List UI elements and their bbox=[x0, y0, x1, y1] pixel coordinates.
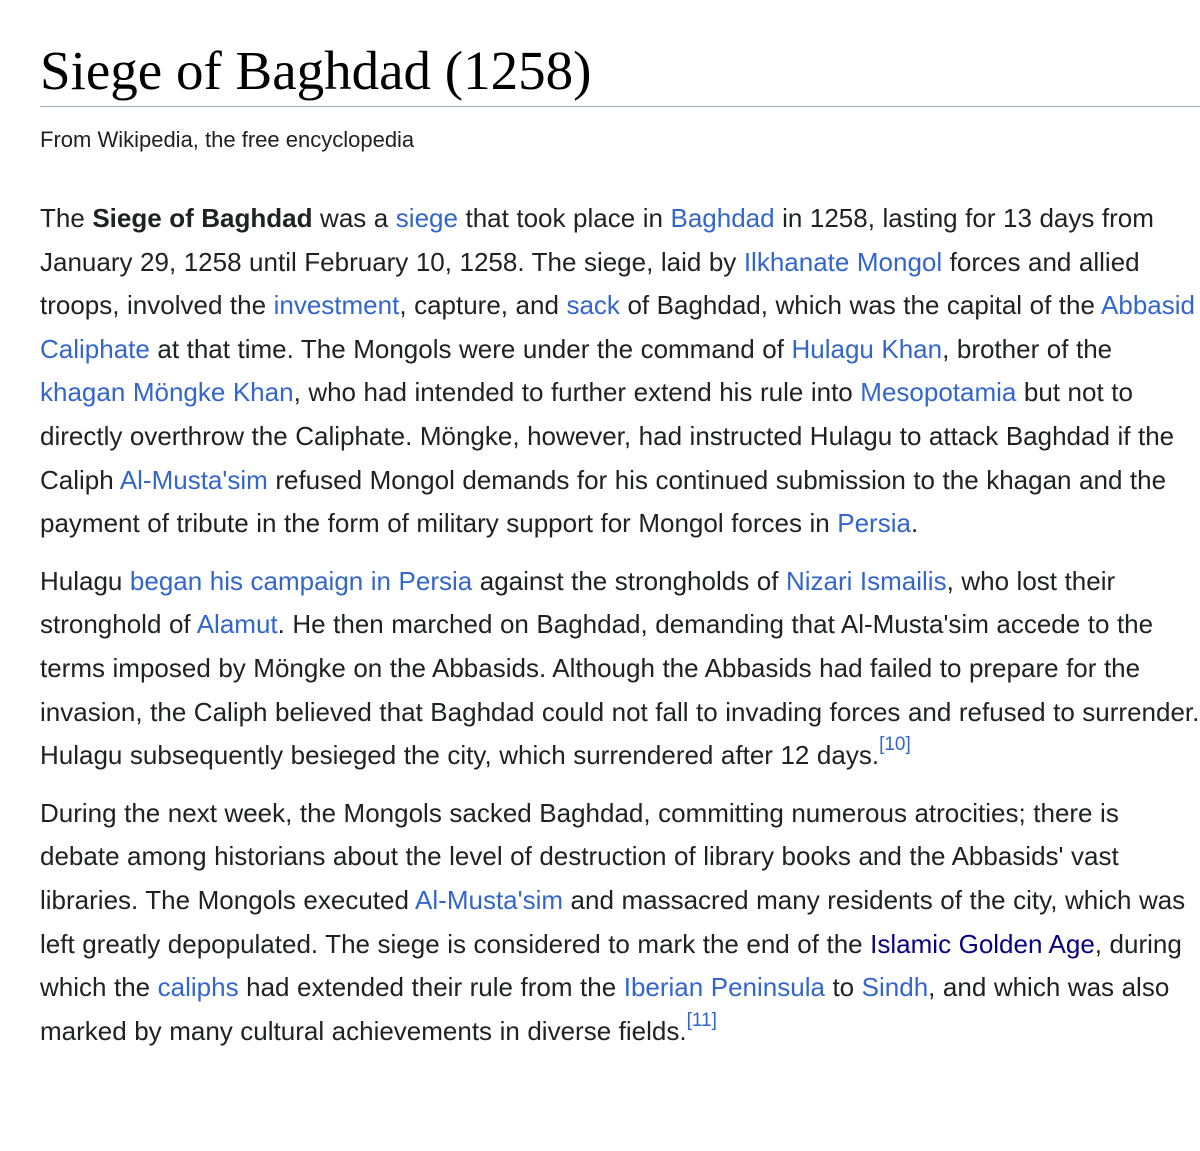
text-run: During the next week, the Mongols sacked Baghdad, committing numerous atrocities; there is debate among historians about the level of destruction of library books and the Abbasids' vast libraries. The Mongols executed bbox=[40, 797, 1119, 915]
article bbox=[40, 0, 1200, 1046]
link-investment[interactable]: investment bbox=[273, 290, 400, 321]
link-al-mustasim[interactable]: Al-Musta'sim bbox=[119, 464, 268, 495]
text-run: but not to directly overthrow the Caliphate. Möngke, however, had instructed Hulagu to attack Baghdad if the Caliph bbox=[40, 377, 1175, 495]
text-run: . bbox=[910, 508, 919, 539]
link-khagan-mongke-khan[interactable]: khagan Möngke Khan bbox=[40, 377, 294, 408]
link-abbasid-caliphate[interactable]: Abbasid Caliphate bbox=[40, 290, 1196, 364]
text-run: at that time. The Mongols were under the command of bbox=[149, 333, 792, 364]
text-run: , and which was also marked by many cultural achievements in diverse fields. bbox=[40, 972, 1170, 1046]
text-run: and massacred many residents of the city, which was left greatly depopulated. The siege is considered to mark the end of the bbox=[40, 884, 1186, 959]
text-run: forces and allied troops, involved the bbox=[40, 246, 1140, 321]
text-run: against the strongholds of bbox=[472, 565, 786, 596]
text-run: The bbox=[40, 203, 93, 233]
link-alamut[interactable]: Alamut bbox=[196, 609, 278, 640]
link-baghdad[interactable]: Baghdad bbox=[670, 203, 775, 233]
citation-link-10[interactable]: [10] bbox=[879, 734, 911, 756]
text-run: had extended their rule from the bbox=[238, 972, 624, 1003]
link-mesopotamia[interactable]: Mesopotamia bbox=[860, 377, 1017, 408]
text-run: in 1258, lasting for 13 days from January 29, 1258 until February 10, 1258. The siege, laid by bbox=[40, 203, 1154, 277]
title-divider bbox=[40, 106, 1200, 107]
text-run: that took place in bbox=[457, 203, 671, 233]
link-sack[interactable]: sack bbox=[566, 290, 620, 321]
link-campaign-in-persia[interactable]: began his campaign in Persia bbox=[129, 565, 473, 596]
text-run: of Baghdad, which was the capital of the bbox=[619, 290, 1102, 321]
text-run: refused Mongol demands for his continued submission to the khagan and the payment of tribute in the form of military support for Mongol forces in bbox=[40, 464, 1167, 539]
text-run: to bbox=[824, 972, 862, 1003]
text-run: , brother of the bbox=[942, 333, 1113, 364]
link-siege[interactable]: siege bbox=[395, 203, 458, 233]
text-run: Hulagu bbox=[40, 565, 130, 596]
text-run: , who lost their stronghold of bbox=[40, 565, 1116, 640]
link-hulagu-khan[interactable]: Hulagu Khan bbox=[791, 333, 943, 364]
text-run: , during which the bbox=[40, 928, 1182, 1003]
article-body bbox=[40, 197, 1200, 1067]
paragraph-2 bbox=[40, 560, 1200, 778]
link-iberian-peninsula[interactable]: Iberian Peninsula bbox=[623, 972, 825, 1003]
link-sindh[interactable]: Sindh bbox=[861, 972, 929, 1003]
link-islamic-golden-age[interactable]: Islamic Golden Age bbox=[870, 928, 1095, 959]
text-run: , capture, and bbox=[399, 290, 567, 321]
citation-10 bbox=[879, 734, 911, 755]
link-ilkhanate-mongol[interactable]: Ilkhanate Mongol bbox=[743, 246, 943, 277]
page-title: Siege of Baghdad (1258) bbox=[40, 40, 592, 101]
site-tagline: From Wikipedia, the free encyclopedia bbox=[40, 127, 415, 152]
link-persia[interactable]: Persia bbox=[837, 508, 911, 539]
article-subject-bold: Siege of Baghdad bbox=[92, 203, 313, 233]
link-nizari-ismailis[interactable]: Nizari Ismailis bbox=[785, 565, 947, 596]
citation-11 bbox=[687, 1010, 717, 1031]
citation-link-11[interactable]: [11] bbox=[686, 1009, 717, 1031]
link-caliphs[interactable]: caliphs bbox=[157, 972, 239, 1003]
paragraph-1 bbox=[40, 197, 1200, 546]
text-run: , who had intended to further extend his rule into bbox=[293, 377, 861, 408]
paragraph-3 bbox=[40, 792, 1200, 1054]
text-run: was a bbox=[312, 203, 396, 233]
link-al-mustasim-2[interactable]: Al-Musta'sim bbox=[415, 884, 564, 915]
text-run: . He then marched on Baghdad, demanding that Al-Musta'sim accede to the terms imposed by Möngke on the Abbasids. Although the Abbasids had failed to prepare for the invasion, the Caliph believed that Baghdad could not fall to invading forces and refused to surrender. Hulagu subsequently besieged the city, which surrendered after 12 days. bbox=[40, 609, 1200, 771]
